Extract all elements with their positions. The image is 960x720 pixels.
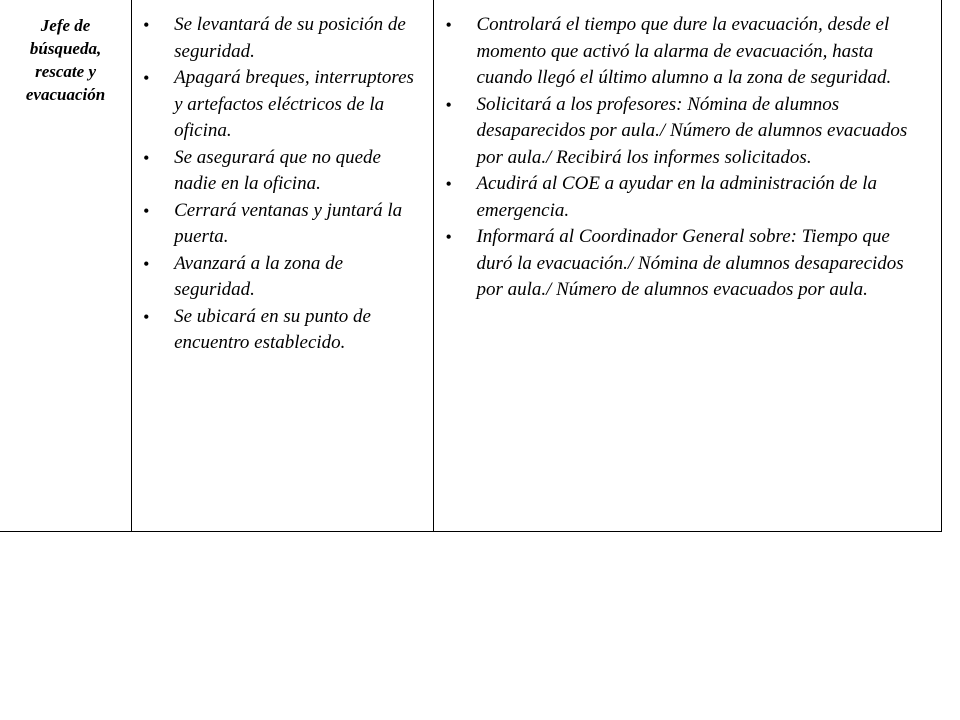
coordination-actions-cell [434,0,942,532]
list-item: • Se levantará de su posición de seguridad. [132,12,423,65]
role-title: Jefe de búsqueda, rescate y evacuación [25,16,106,104]
list-item: • Solicitará a los profesores: Nómina de alumnos desaparecidos por aula./ Número de alumnos evacuados por aula./ Recibirá los informes solicitados. [434,92,927,172]
coordination-actions-list [434,0,941,304]
immediate-actions-list [132,0,433,357]
list-item: • Avanzará a la zona de seguridad. [132,251,423,304]
list-item: • Se asegurará que no quede nadie en la oficina. [132,145,423,198]
list-item: • Informará al Coordinador General sobre: Tiempo que duró la evacuación./ Nómina de alumnos desaparecidos por aula./ Número de alumnos evacuados por aula. [434,224,927,304]
list-item: • Apagará breques, interruptores y artefactos eléctricos de la oficina. [132,65,423,145]
list-item: • Cerrará ventanas y juntará la puerta. [132,198,423,251]
list-item: • Se ubicará en su punto de encuentro establecido. [132,304,423,357]
immediate-actions-cell [132,0,434,532]
list-item: • Acudirá al COE a ayudar en la administración de la emergencia. [434,171,927,224]
list-item: • Controlará el tiempo que dure la evacuación, desde el momento que activó la alarma de evacuación, hasta cuando llegó el último alumno a la zona de seguridad. [434,12,927,92]
role-cell [0,0,132,532]
